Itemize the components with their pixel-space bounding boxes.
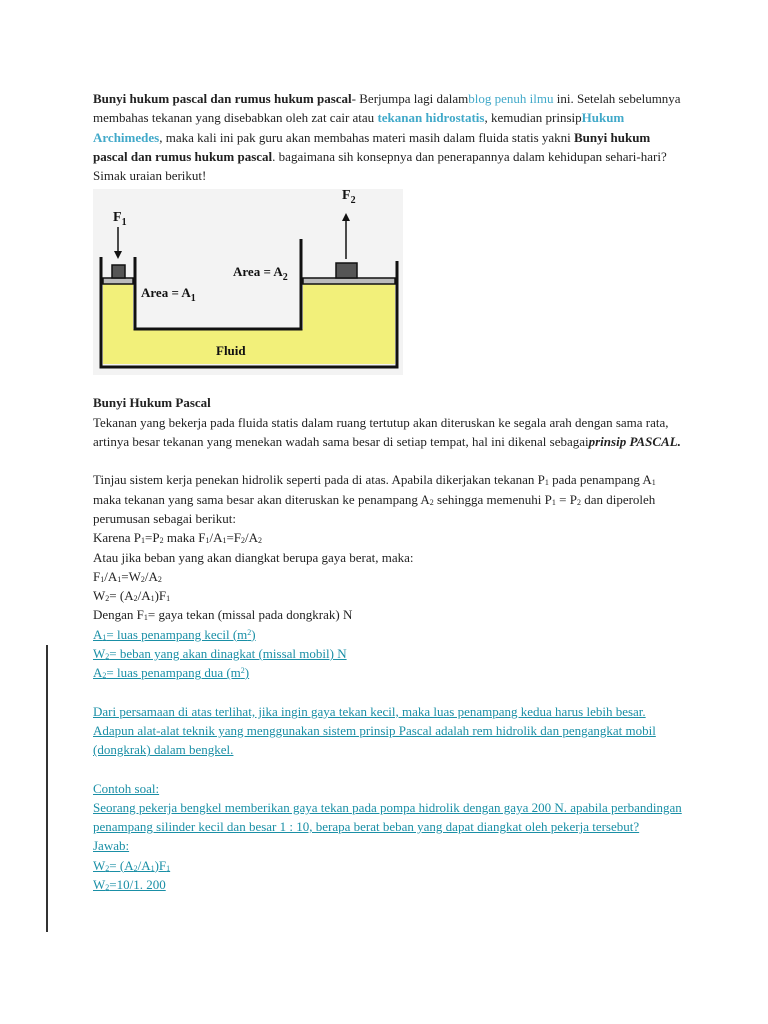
label-fluid: Fluid	[216, 343, 246, 359]
intro-text-4: , maka kali ini pak guru akan membahas materi masih dalam fluida statis yakni	[159, 129, 575, 145]
formula-f-over-a: $F_1/A_1=W_2/A_2$	[93, 568, 162, 584]
intro-text-5: . bagaimana sih konsepnya dan penerapannya dalam kehidupan sehari-hari? Simak uraian berikut!	[93, 148, 667, 184]
explanation-paragraph-link[interactable]: Dari persamaan di atas terlihat, jika ingin gaya tekan kecil, maka luas penampang kedua harus lebih besar. Adapun alat-alat teknik yang menggunakan sistem prinsip Pascal adalah rem hidrolik dan pengangkat mobil (dongkrak) dalam bengkel.	[93, 703, 656, 758]
section-2-paragraph: Tinjau sistem kerja penekan hidrolik seperti pada di atas. Apabila dikerjakan tekanan $P_1$ pada penampang $A_1$ maka tekanan yang sama besar akan diteruskan ke penampang $A_2$ sehingga memenuhi $P_1 = P_2$ dan diperoleh perumusan sebagai berikut:	[93, 472, 656, 526]
section-1-body	[93, 413, 683, 452]
margin-line	[46, 645, 48, 932]
jawab-label[interactable]: Jawab:	[93, 838, 130, 854]
label-area-a1: Area = $A_1$	[141, 285, 196, 305]
label-f2: $F_2$	[342, 189, 356, 207]
weight-large	[336, 263, 357, 278]
definition-a2-link[interactable]: $A_2=$ luas penampang dua $(m^2)$	[93, 665, 250, 681]
answer-substitution-line[interactable]: $W_2=10/1$. 200	[93, 877, 166, 893]
fluid-right-column	[303, 284, 395, 364]
contoh-soal-label[interactable]: Contoh soal:	[93, 780, 160, 796]
label-f1: $F_1$	[113, 210, 127, 229]
piston-left	[103, 278, 133, 284]
heading-text: Bunyi Hukum Pascal	[93, 395, 211, 411]
intro-title: Bunyi hukum pascal dan rumus hukum pascal	[93, 91, 352, 106]
link-tekanan-hidrostatis[interactable]: tekanan hidrostatis	[377, 110, 485, 126]
intro-paragraph	[93, 89, 683, 185]
intro-text-2: ini. Setelah sebelumnya membahas tekanan yang disebabkan oleh zat cair atau	[93, 91, 681, 126]
section-heading-bunyi-hukum-pascal	[93, 393, 683, 412]
link-blog-penuh-ilmu[interactable]: blog penuh ilmu	[468, 91, 554, 106]
answer-formula-line[interactable]: $W_2= (A_2/A_1)F_1$	[93, 857, 171, 873]
weight-small	[112, 265, 125, 278]
section-1-text: Tekanan yang bekerja pada fluida statis dalam ruang tertutup akan diteruskan ke segala arah dengan sama rata, artinya besar tekanan yang menekan wadah sama besar di setiap tempat, hal ini dikenal sebagai	[93, 414, 669, 450]
link-hukum-archimedes[interactable]: Hukum Archimedes	[93, 110, 625, 145]
definition-f1: Dengan $F_1=$ gaya tekan (missal pada dongkrak) N	[93, 607, 353, 623]
piston-right	[303, 278, 395, 284]
intro-text-3: , kemudian prinsip	[484, 110, 582, 126]
fluid-left-column	[103, 284, 133, 364]
definition-a1-link[interactable]: $A_1=$ luas penampang kecil $(m^2)$	[93, 626, 256, 642]
prinsip-pascal-emphasis: prinsip PASCAL.	[588, 434, 681, 450]
soal-text-link[interactable]: Seorang pekerja bengkel memberikan gaya tekan pada pompa hidrolik dengan gaya 200 N. apabila perbandingan penampang silinder kecil dan besar 1 : 10, berapa berat beban yang dapat diangkat oleh pekerja tersebut?	[93, 799, 682, 835]
article	[93, 89, 683, 894]
formula-karena: Karena $P_1=P_2$ maka $F_1/A_1=F_2/A_2$	[93, 530, 263, 546]
pascal-diagram	[93, 189, 403, 375]
hydraulic-press-svg	[93, 189, 403, 375]
definition-w2-link[interactable]: $W_2=$ beban yang akan dinagkat (missal mobil) N	[93, 646, 347, 662]
formula-w2: $W_2= (A_2/A_1)F_1$	[93, 588, 171, 604]
label-area-a2: Area = $A_2$	[233, 264, 288, 284]
text-atau: Atau jika beban yang akan diangkat berupa gaya berat, maka:	[93, 549, 414, 565]
intro-bold-title: Bunyi hukum pascal dan rumus hukum pascal	[93, 129, 651, 164]
intro-text-1: - Berjumpa lagi dalam	[351, 91, 469, 106]
